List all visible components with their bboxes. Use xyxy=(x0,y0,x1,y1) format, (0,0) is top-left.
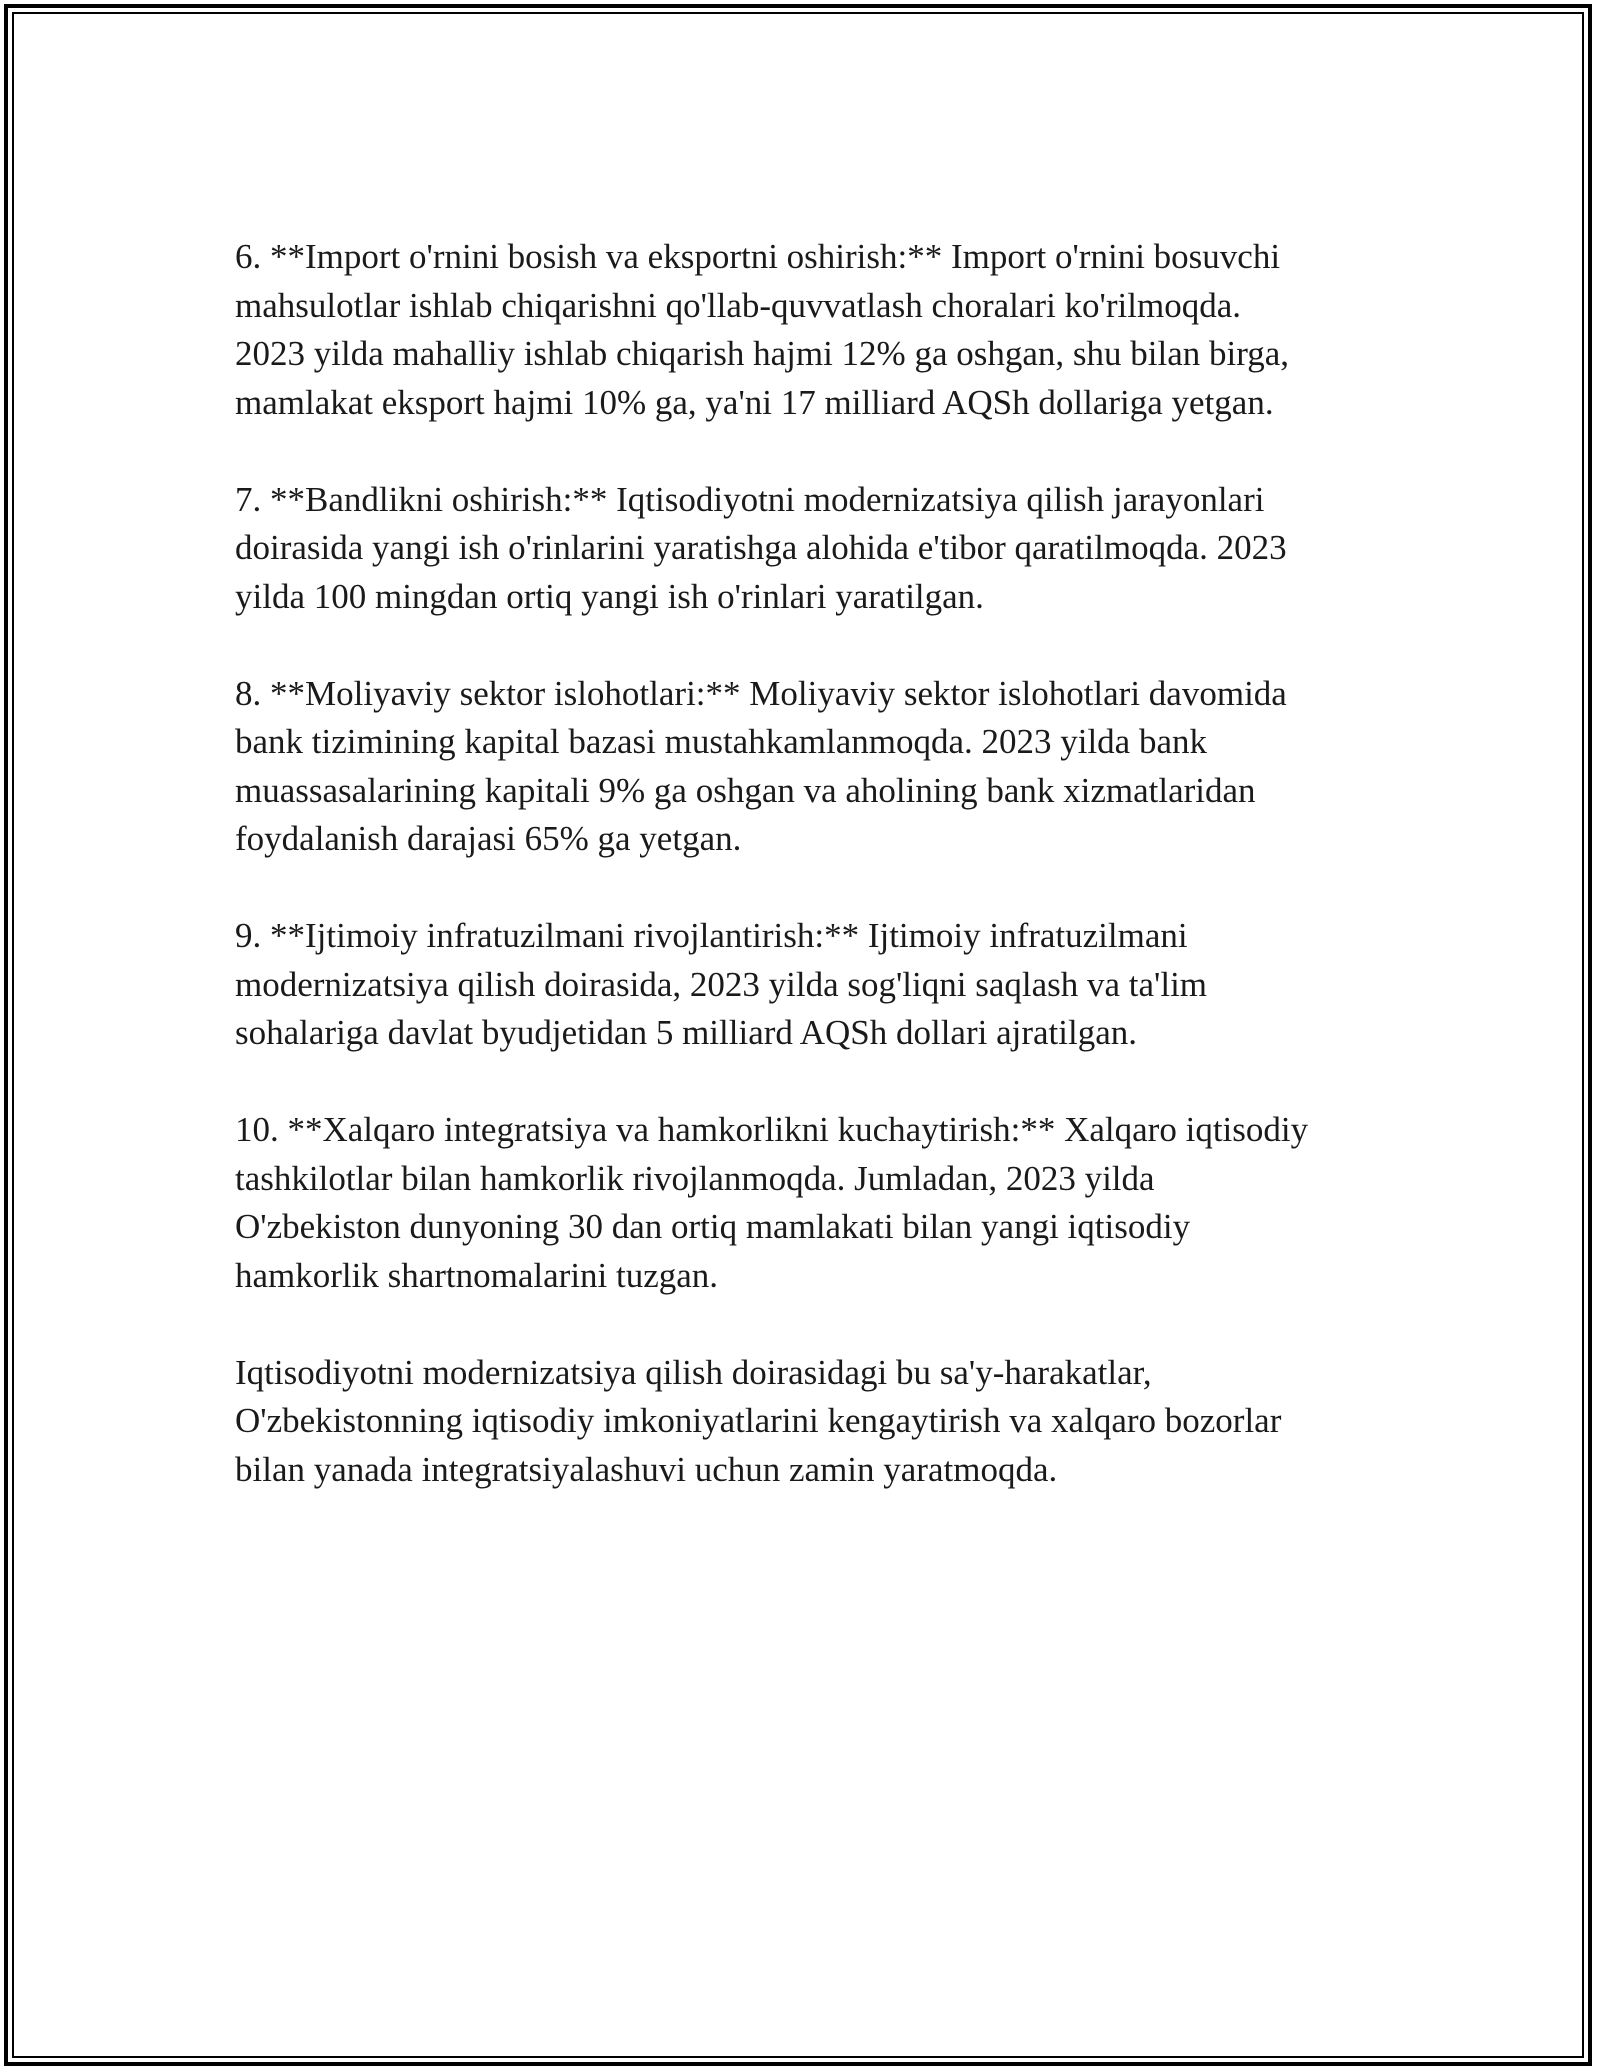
paragraph-item-9: 9. **Ijtimoiy infratuzilmani rivojlantirish:** Ijtimoiy infratuzilmani modernizatsiya qilish doirasida, 2023 yilda sog'liqni saqlash va ta'lim sohalariga davlat byudjetidan 5 milliard AQSh dollari ajratilgan. xyxy=(235,916,1208,1052)
document-body xyxy=(235,233,1385,1494)
paragraph-item-7: 7. **Bandlikni oshirish:** Iqtisodiyotni modernizatsiya qilish jarayonlari doirasida yangi ish o'rinlarini yaratishga alohida e'tibor qaratilmoqda. 2023 yilda 100 mingdan ortiq yangi ish o'rinlari yaratilgan. xyxy=(235,479,1287,616)
paragraph-item-6: 6. **Import o'rnini bosish va eksportni oshirish:** Import o'rnini bosuvchi mahsulotlar ishlab chiqarishni qo'llab-quvvatlash choralari ko'rilmoqda. 2023 yilda mahalliy ishlab chiqarish hajmi 12% ga oshgan, shu bilan birga, mamlakat eksport hajmi 10% ga, ya'ni 17 milliard AQSh dollariga yetgan. xyxy=(235,237,1290,422)
paragraph-item-10: 10. **Xalqaro integratsiya va hamkorlikni kuchaytirish:** Xalqaro iqtisodiy tashkilotlar bilan hamkorlik rivojlanmoqda. Jumladan, 2023 yilda O'zbekiston dunyoning 30 dan ortiq mamlakati bilan yangi iqtisodiy hamkorlik shartnomalarini tuzgan. xyxy=(235,1110,1309,1295)
paragraph-item-8: 8. **Moliyaviy sektor islohotlari:** Moliyaviy sektor islohotlari davomida bank tizimining kapital bazasi mustahkamlanmoqda. 2023 yilda bank muassasalarining kapitali 9% ga oshgan va aholining bank xizmatlaridan foydalanish darajasi 65% ga yetgan. xyxy=(235,673,1287,858)
conclusion-paragraph: Iqtisodiyotni modernizatsiya qilish doirasidagi bu sa'y-harakatlar, O'zbekistonning iqtisodiy imkoniyatlarini kengaytirish va xalqaro bozorlar bilan yanada integratsiyalashuvi uchun zamin yaratmoqda. xyxy=(235,1352,1282,1489)
